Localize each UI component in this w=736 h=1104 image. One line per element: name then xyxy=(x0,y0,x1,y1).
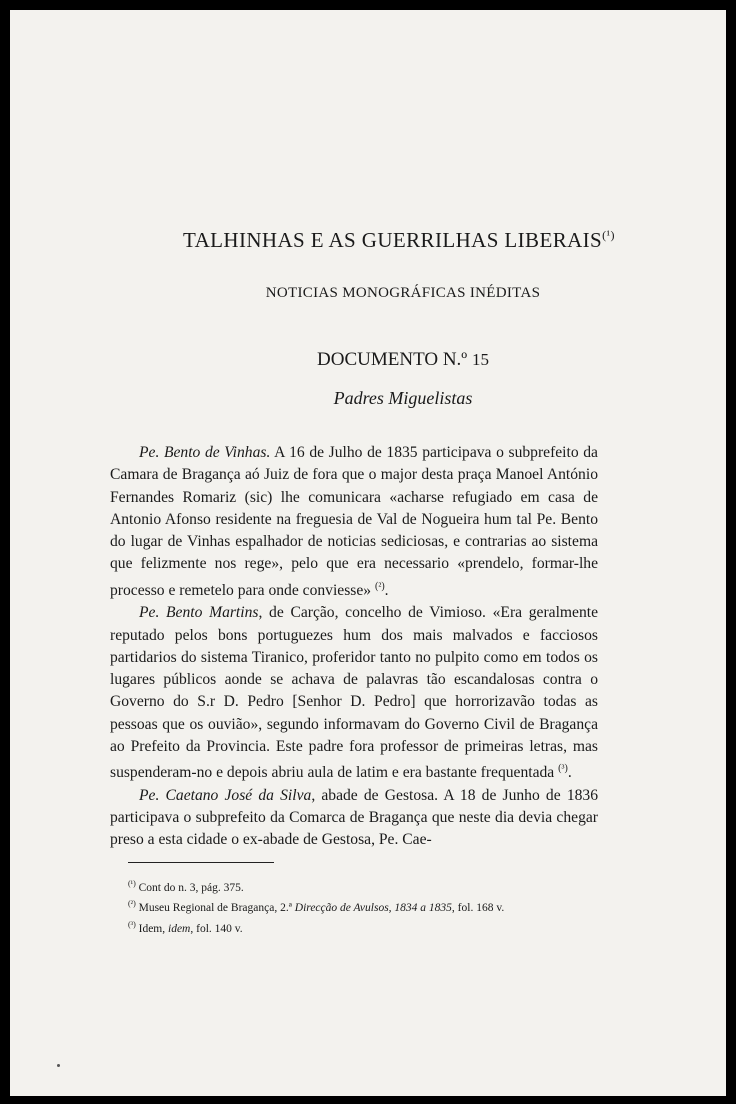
paragraph-name: Pe. Bento Martins xyxy=(139,604,259,622)
body-text xyxy=(110,442,598,852)
footnote-text: Cont do n. 3, pág. 375. xyxy=(135,881,244,894)
section-heading: Padres Miguelistas xyxy=(333,388,473,408)
footnote-2 xyxy=(128,896,598,916)
footnotes xyxy=(128,876,598,937)
paragraph-text: A 16 de Julho de 1835 participava o subprefeito da Camara de Bragança aó Juiz de fora que o major desta praça Manoel António Fernandes Romariz (sic) lhe comunicara «acharse refugiado em casa de Antonio Afonso residente na freguesia de Val de Nogueira hum tal Pe. Bento do lugar de Vinhas espalhador de noticias sediciosas, e contrarias ao sistema que felizmente nos rege», pelo que era necessario «prendelo, formar-lhe processo e remetelo para onde conviesse» xyxy=(110,444,598,599)
title-footnote-mark: (¹) xyxy=(602,228,615,242)
footnote-text: Museu Regional de Bragança, 2.ª xyxy=(135,902,295,915)
article-title-text: TALHINHAS E AS GUERRILHAS LIBERAIS xyxy=(183,228,603,252)
footnote-mark: (³) xyxy=(128,919,136,929)
paragraph-footnote-mark: (²) xyxy=(375,580,385,592)
paragraph-text: , abade de Gestosa. A 18 de Junho de 1836 participava o subprefeito da Comarca de Bragança que neste dia devia chegar preso a esta cidade o ex-abade de Gestosa, Pe. Cae- xyxy=(110,786,599,849)
footnote-3 xyxy=(128,917,598,937)
article-title xyxy=(106,228,692,253)
paragraph-bento-vinhas xyxy=(110,442,598,602)
paragraph-text: , de Carção, concelho de Vimioso. «Era geralmente reputado pelos bons portuguezes hum dos mais malvados e facciosos partidarios do sistema Tiranico, proferidor tanto no pulpito como em todos os lugares públicos aonde se achava de palavras tão escandalosas contra o Governo do S.r D. Pedro [Senhor D. Pedro] que horrorizavão todas as pessoas que os ouvião», segundo informavam do Governo Civil de Bragança ao Prefeito da Provincia. Este padre fora professor de primeiras letras, mas suspenderam-no e depois abriu aula de latim e era bastante frequentada xyxy=(110,604,598,782)
document-heading-number: 15 xyxy=(471,350,489,369)
footnote-divider xyxy=(128,862,274,863)
paragraph-end: . xyxy=(384,581,389,599)
paragraph-name: Pe. Caetano José da Silva xyxy=(139,786,312,804)
footnote-text-after: , fol. 140 v. xyxy=(190,922,243,935)
article-subtitle: NOTICIAS MONOGRÁFICAS INÉDITAS xyxy=(265,285,541,301)
paragraph-end: . xyxy=(567,764,572,782)
document-heading xyxy=(110,349,696,371)
paragraph-name: Pe. Bento de Vinhas. xyxy=(139,444,271,461)
footnote-italic: Direcção de Avulsos, 1834 a 1835 xyxy=(294,902,452,915)
footnote-mark: (²) xyxy=(128,899,136,909)
document-page xyxy=(10,10,726,1096)
footnote-1 xyxy=(128,876,598,896)
paragraph-caetano-silva xyxy=(110,785,598,852)
paragraph-bento-martins xyxy=(110,602,598,785)
footnote-text: Idem, xyxy=(135,922,168,935)
paragraph-footnote-mark: (³) xyxy=(558,763,568,775)
footnote-italic: idem xyxy=(168,922,191,935)
paper-speck xyxy=(57,1064,60,1067)
footnote-text-after: , fol. 168 v. xyxy=(451,902,505,915)
footnote-mark: (¹) xyxy=(128,879,136,888)
document-heading-label: DOCUMENTO N.º xyxy=(317,349,468,370)
